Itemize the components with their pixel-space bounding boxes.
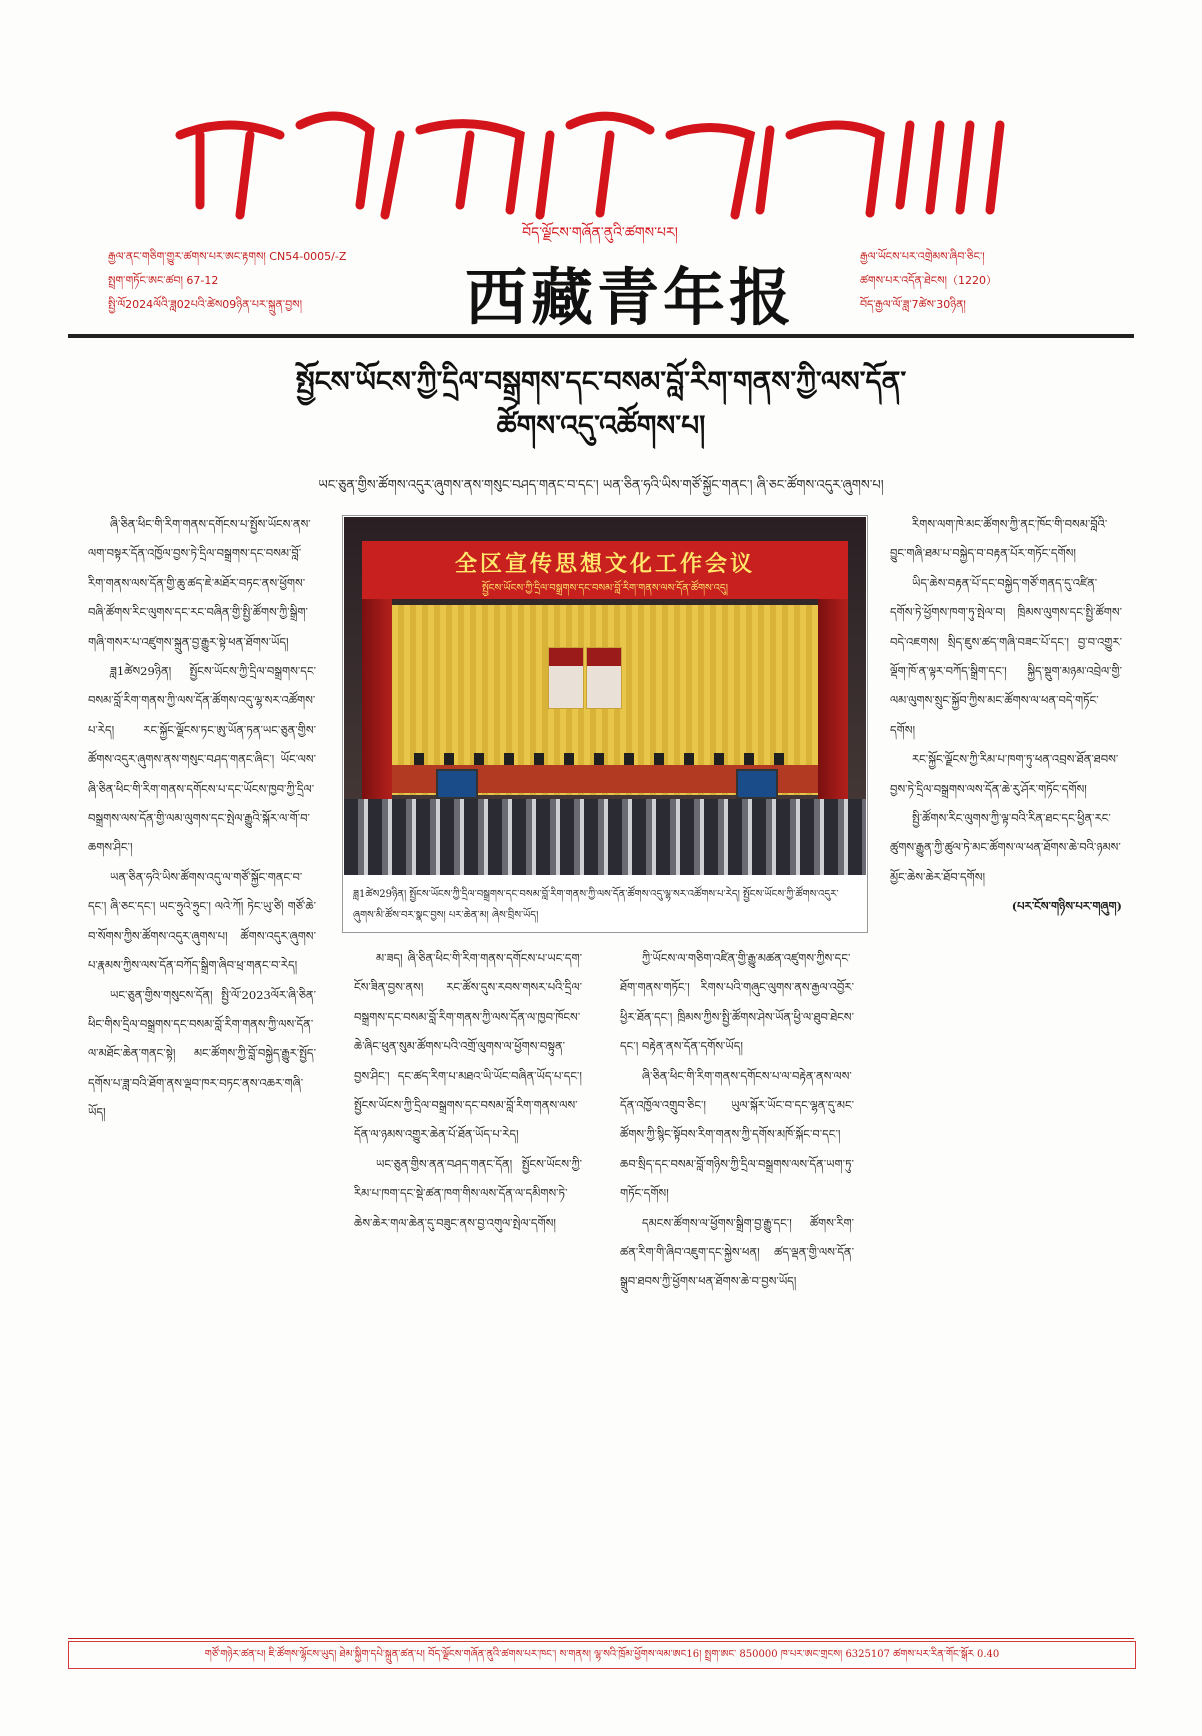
paragraph: ཡན་ཅིན་ཧའི་ཡིས་ཚོགས་འདུ་ལ་གཙོ་སྐྱོང་གནང་བ་དང་། ཞི་ཅང་དང་། ཡང་ཧྲུའེ་ཧྲུང་། ལའེ་ཀོ། ཏེང་ཡུ་ཙི། གཙོ་ཆེ་བ་སོགས་ཀྱིས་ཚོགས་འདུར་ཞུགས་པ། ཚོགས་འདུར་ཞུགས་པ་རྣམས་ཀྱིས་ལས་དོན་བཀོད་སྒྲིག་ཞིབ་ཕྲ་གནང་བ་རེད།: [88, 869, 316, 973]
paragraph: ཟླ1ཚེས29ཉིན། སྤྱོངས་ཡོངས་ཀྱི་དྲིལ་བསྒྲགས་དང་བསམ་བློ་རིག་གནས་ཀྱི་ལས་དོན་ཚོགས་འདུ་ལྷ་སར་འཚོགས་པ་རེད། རང་སྐྱོང་ལྗོངས་ཏང་ཨུ་ཡོན་ཏན་ཡང་ཅུན་གྱིས་ཚོགས་འདུར་ཞུགས་ནས་གསུང་བཤད་གནང་ཞིང་། ཡོང་ལས་ཞི་ཅིན་ཕིང་གི་རིག་གནས་དགོངས་པ་དང་ཡོངས་ཁྱབ་ཀྱི་དྲིལ་བསྒྲགས་ལས་དོན་གྱི་ལམ་ལུགས་དང་སྤེལ་རྒྱུའི་སྐོར་ལ་གོ་བ་ཆགས་ཤིང་།: [88, 664, 316, 855]
svg-text:བོད་ལྗོངས་གཞོན་ནུའི་ཚགས་པར།: བོད་ལྗོངས་གཞོན་ནུའི་ཚགས་པར།: [522, 225, 678, 241]
conference-hall-image: [344, 517, 866, 875]
article-column-4: [890, 510, 1122, 1634]
news-photo[interactable]: [342, 515, 868, 933]
monitor-left: [436, 769, 478, 799]
banner-chinese-text: 全区宣传思想文化工作会议: [454, 552, 755, 577]
paragraph: ཡང་ཅུན་གྱིས་གསུངས་དོན། སྤྱི་ལོ་2023ལོར་ཞི་ཅིན་ཕིང་གིས་དྲིལ་བསྒྲགས་དང་བསམ་བློ་རིག་གནས་ཀྱི་ལས་དོན་ལ་མཐོང་ཆེན་གནང་སྟེ། མང་ཚོགས་ཀྱི་བློ་བསྐྱེད་རྒྱུར་སྤྱོད་དགོས་པ་ཟླ་བའི་ཐོག་ནས་ལྡབ་ཁར་བཏང་ནས་འཆར་གཞི་ཡོད།: [88, 987, 316, 1120]
masthead-right-meta: [860, 245, 1100, 317]
footer-imprint: གཙོ་གཉེར་ཚན་པ། ཇི་ཚོགས་ལྷོངས་ཡུད། ཐེམ་སྐྱིག་དཔེ་སྐྲུན་ཚན་པ། བོད་ལྗོངས་གཞོན་ནུའི་ཚགས་པར་ཁང་། ས་གནས། ལྷ་སའི་ཁྲོམ་ཕྱོགས་ལམ་ཨང16། སྤྲག་ཨང་ 850000 ཁ་པར་ཨང་གྲངས། 6325107 ཚགས་པར་རིན་གོང་སྒོར 0.40: [68, 1641, 1136, 1669]
curtain-right: [818, 599, 848, 799]
headline-line-1: སྤྱོངས་ཡོངས་ཀྱི་དྲིལ་བསྒྲགས་དང་བསམ་བློ་རིག་གནས་ཀྱི་ལས་དོན་: [295, 365, 907, 398]
curtain-left: [362, 599, 392, 799]
article-column-1: [88, 510, 316, 1634]
paragraph: རིགས་ལག་ཁེ་མང་ཚོགས་ཀྱི་ནང་ཁོང་གི་བསམ་བློའི་བྱུང་གཞི་ཐམ་པ་བསྐྱེད་བ་བརྟན་པོར་གཏོང་དགོས།: [890, 517, 1108, 561]
paragraph: ཡིད་ཆེས་བརྟན་པོ་དང་བསྐྱེད་གཙོ་གནད་དུ་འཛིན་དགོས་ཏེ་ཕྱོགས་ཁག་ཏུ་སྤེལ་བ། ཁྲིམས་ལུགས་དང་སྤྱི་ཚོགས་བདེ་འཇགས། སྲིད་ཇུས་ཚད་གཞི་བཟང་པོ་དང་། བྱ་བ་འགྱུར་ལྡོག་ཁོ་ན་ལྟར་བཀོད་སྒྲིག་དང་། སྐྱིད་སྡུག་མཉམ་འབྲེལ་གྱི་ལམ་ལུགས་སྲུང་སྐྱོབ་ཀྱིས་མང་ཚོགས་ལ་ཕན་བདེ་གཏོང་དགོས།: [890, 575, 1122, 737]
paragraph: དམངས་ཚོགས་ལ་ཕྱོགས་སྒྲིག་བྱ་རྒྱུ་དང་། ཚོགས་རིག་ཚན་རིག་གི་ཞིབ་འཇུག་དང་སྐྱེས་ཕན། ཚད་ལྡན་གྱི་ལས་དོན་སྒྲུབ་ཐབས་ཀྱི་ཕྱོགས་ཕན་ཐོགས་ཆེ་བ་བྱས་ཡོད།: [620, 1215, 854, 1289]
subheadline: ཡང་ཅུན་གྱིས་ཚོགས་འདུར་ཞུགས་ནས་གསུང་བཤད་གནང་བ་དང་། ཡན་ཅིན་ཧའི་ཡིས་གཙོ་སྐྱོང་གནང་། ཞི་ཅང་ཚོགས་འདུར་ཞུགས་པ།: [318, 478, 884, 493]
banner-tibetan-text: སྤྱོངས་ཡོངས་ཀྱི་དྲིལ་བསྒྲགས་དང་བསམ་བློ་རིག་གནས་ལས་དོན་ཚོགས་འདུ།: [481, 583, 729, 594]
paragraph: མ་ཟད། ཞི་ཅིན་ཕིང་གི་རིག་གནས་དགོངས་པ་ཡང་དག་ངོས་ཟིན་བྱས་ནས། རང་ཚོས་དུས་རབས་གསར་པའི་དྲིལ་བསྒྲགས་དང་བསམ་བློ་རིག་གནས་ཀྱི་ལས་དོན་ལ་ཁྱབ་ཁོངས་ཆེ་ཞིང་ཕུན་སུམ་ཚོགས་པའི་འགྲོ་ལུགས་ལ་ཕྱོགས་བསྟུན་བྱས་ཤིང་། དང་ཚད་རིག་པ་མཐའ་ཡི་ཡོང་བཞིན་ཡོད་པ་དང་། སྤྱོངས་ཡོངས་ཀྱི་དྲིལ་བསྒྲགས་དང་བསམ་བློ་རིག་གནས་ལས་དོན་ལ་ཉམས་འགྱུར་ཆེན་པོ་ཐོན་ཡོད་པ་རེད།: [354, 951, 582, 1142]
tibetan-date-line: བོད་རྒྱལ་ལོ་ཟླ་7ཚེས་30ཉིན།: [860, 298, 966, 311]
conference-banner: [362, 541, 848, 599]
paragraph: རང་སྐྱོང་ལྗོངས་ཀྱི་རིམ་པ་ཁག་ཏུ་ཕན་འབྲས་ཐོན་ཐབས་བྱས་ཏེ་དྲིལ་བསྒྲགས་ལས་དོན་ཆེ་རུ་ཤོར་གཏོང་དགོས།: [890, 752, 1119, 796]
paragraph: ཀྱི་ཡོངས་ལ་གཅིག་འཛིན་གྱི་རྒྱུ་མཚན་འཛུགས་ཀྱིས་དང་ཐོག་གནས་གཏོང་། རིགས་པའི་གཞུང་ལུགས་ནས་རྒྱལ་འབྱོར་ཕྱིར་ཐོན་དང་། ཁྲིམས་ཀྱིས་སྤྱི་ཚོགས་ཤེས་ཡོན་ཕྱི་ལ་ཐུབ་ཐེངས་དང་། བརྟེན་ནས་དོན་དགོས་ཡོད།: [620, 951, 854, 1054]
issn-line: རྒྱལ་ནང་གཅིག་གྱུར་ཚགས་པར་ཨང་རྟགས། CN54-0005/-Z: [108, 250, 347, 263]
continued-on-page-note[interactable]: (པར་ངོས་གཉིས་པར་གཞུག): [1011, 899, 1122, 914]
article-column-2: [354, 944, 582, 1634]
masthead-divider: [68, 334, 1134, 338]
headline-line-2: ཚོགས་འདུ་འཚོགས་པ།: [496, 409, 706, 442]
paragraph: ཡང་ཅུན་གྱིས་ནན་བཤད་གནང་དོན། སྤྱོངས་ཡོངས་ཀྱི་རིམ་པ་ཁག་དང་སྡེ་ཚན་ཁག་གིས་ལས་དོན་ལ་དམིགས་ཏེ་ཆེས་ཆེར་གལ་ཆེན་དུ་བཟུང་ནས་བྱ་འགུལ་སྤེལ་དགོས།: [354, 1156, 582, 1230]
portrait-right: [586, 647, 622, 709]
audience: [344, 799, 866, 875]
headline[interactable]: [80, 360, 1122, 448]
article-column-3: [620, 944, 854, 1634]
monitor-right: [736, 769, 778, 799]
newspaper-title: 西藏青年报: [464, 261, 795, 334]
footer-divider: [68, 1638, 1134, 1639]
photo-caption: ཟླ1ཚེས29ཉིན། སྤྱོངས་ཡོངས་ཀྱི་དྲིལ་བསྒྲགས་དང་བསམ་བློ་རིག་གནས་ཀྱི་ལས་དོན་ཚོགས་འདུ་ལྷ་སར་འཚོགས་པ་རེད། སྤྱོངས་ཡོངས་ཀྱི་ཚོགས་འདུར་ཞུགས་མི་ཚོས་བར་སྣང་བྱས། པར་ཆེན་མ། ཞེས་བྲིས་ཡོད།: [353, 889, 839, 921]
date-line: སྤྱི་ལོ2024ལོའི་ཟླ02པའི་ཚེས09ཉིན་པར་སྐྲུན་བྱས།: [108, 298, 303, 311]
masthead-logo: [170, 95, 1030, 245]
issue-number-line: ཚགས་པར་འདོན་ཐེངས།（1220）: [860, 274, 997, 287]
distribution-line: རྒྱལ་ཡོངས་པར་འགྲེམས་ཞིབ་ཅིང་།: [860, 250, 985, 263]
paragraph: ཞི་ཅིན་ཕིང་གི་རིག་གནས་དགོངས་པ་སྤྱོས་ཡོངས་ནས་ལག་བསྟར་དོན་འཁྱོལ་བྱས་ཏེ་དྲིལ་བསྒྲགས་དང་བསམ་བློ་རིག་གནས་ལས་དོན་གྱི་ཆུ་ཚད་ཇེ་མཐོར་བཏང་ནས་ཕྱོགས་བཞི་ཚོགས་རིང་ལུགས་དང་རང་བཞིན་གྱི་སྤྱི་ཚོགས་ཀྱི་སྒྲིག་གཞི་གསར་པ་འཛུགས་སྐྲུན་བྱ་རྒྱུར་སྟེ་ཕན་ཐོགས་ཡོད།: [88, 517, 311, 649]
postal-code-line: སྤྲག་གཏོང་ཨང་ཚབ། 67-12: [108, 274, 219, 287]
portrait-left: [548, 647, 584, 709]
masthead-left-meta: [108, 245, 408, 317]
paragraph: སྤྱི་ཚོགས་རིང་ལུགས་ཀྱི་ལྟ་བའི་རིན་ཐང་དང་ཕྱིན་རང་ཚུགས་རྒྱུན་ཀྱི་ཚུལ་ཏེ་མང་ཚོགས་ལ་ཕན་ཐོགས་ཆེ་བའི་ཉམས་མྱོང་ཆེས་ཆེར་ཐོབ་དགོས།: [890, 811, 1121, 884]
paragraph: ཞི་ཅིན་ཕིང་གི་རིག་གནས་དགོངས་པ་ལ་བརྟེན་ནས་ལས་དོན་འཁྱོལ་འགྲུབ་ཅིང་། ཡུལ་སྐོར་ཡོང་བ་དང་ལྷན་དུ་མང་ཚོགས་ཀྱི་སྙིང་སྟོབས་རིག་གནས་ཀྱི་དགོས་མཁོ་སྐོང་བ་དང་། ཆབ་སྲིད་དང་བསམ་བློ་གཉིས་ཀྱི་དྲིལ་བསྒྲགས་ལས་དོན་ཡག་ཏུ་གཏོང་དགོས།: [620, 1068, 854, 1201]
